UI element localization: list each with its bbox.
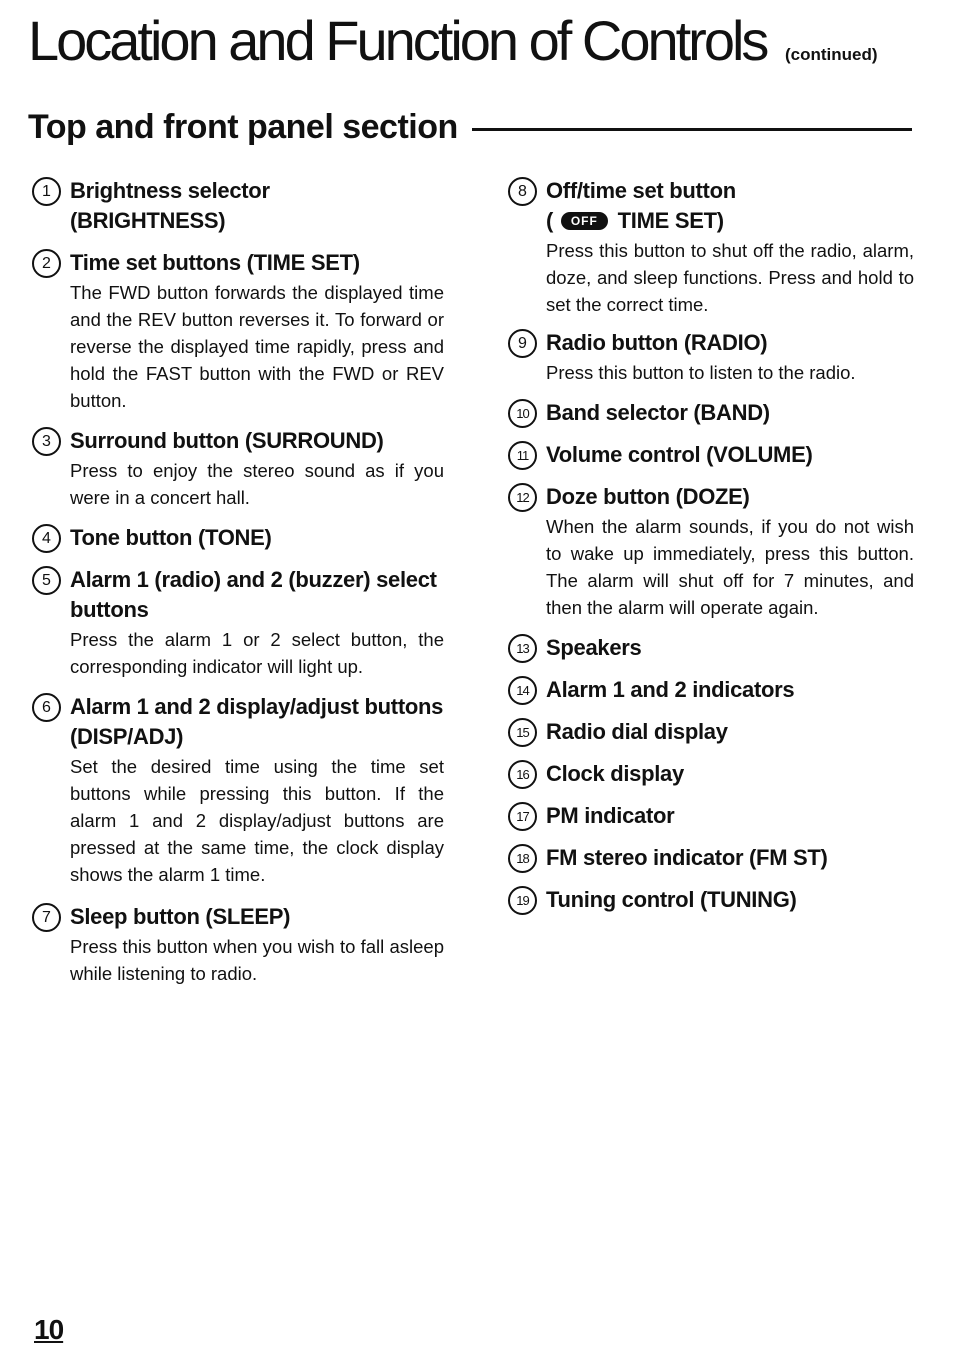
item-desc-9: Press this button to listen to the radio. <box>546 362 856 383</box>
item-title-4: Tone button (TONE) <box>70 525 272 550</box>
control-item-2 <box>32 248 444 414</box>
item-number-2: 2 <box>32 249 61 278</box>
item-title-5: Alarm 1 (radio) and 2 (buzzer) select buttons <box>70 567 437 622</box>
item-number-5: 5 <box>32 566 61 595</box>
item-number-17: 17 <box>508 802 537 831</box>
item-number-7: 7 <box>32 903 61 932</box>
control-item-10 <box>508 398 914 428</box>
item-number-13: 13 <box>508 634 537 663</box>
page-title <box>28 10 878 72</box>
section-header <box>28 108 912 147</box>
item-title-9: Radio button (RADIO) <box>546 330 768 355</box>
item-desc-3: Press to enjoy the stereo sound as if you were in a concert hall. <box>70 460 444 508</box>
item-number-3: 3 <box>32 427 61 456</box>
item-title-16: Clock display <box>546 761 684 786</box>
section-title: Top and front panel section <box>28 108 458 146</box>
page-number: 10 <box>34 1314 64 1345</box>
item-number-19: 19 <box>508 886 537 915</box>
item-title-11: Volume control (VOLUME) <box>546 442 813 467</box>
control-item-1 <box>32 176 444 236</box>
page-title-suffix: (continued) <box>784 45 878 64</box>
item-number-15: 15 <box>508 718 537 747</box>
item-desc-6: Set the desired time using the time set buttons while pressing this button. If the alarm 1 and 2 display/adjust buttons are pressed at the same time, the clock display shows the alarm 1 time. <box>70 756 444 885</box>
item-title-1: Brightness selector (BRIGHTNESS) <box>70 178 270 233</box>
control-item-17 <box>508 801 914 831</box>
item-title-18: FM stereo indicator (FM ST) <box>546 845 828 870</box>
item-desc-12: When the alarm sounds, if you do not wish to wake up immediately, press this button. The alarm will shut off for 7 minutes, and then the alarm will operate again. <box>546 516 914 618</box>
control-item-4 <box>32 523 444 553</box>
left-column <box>32 176 444 987</box>
item-title-17: PM indicator <box>546 803 675 828</box>
item-number-9: 9 <box>508 329 537 358</box>
item-number-18: 18 <box>508 844 537 873</box>
item-number-10: 10 <box>508 399 537 428</box>
control-item-12 <box>508 482 914 621</box>
page-title-text: Location and Function of Controls <box>28 9 767 72</box>
item-number-1: 1 <box>32 177 61 206</box>
control-item-19 <box>508 885 914 915</box>
item-number-14: 14 <box>508 676 537 705</box>
item-title-13: Speakers <box>546 635 642 660</box>
item-desc-2: The FWD button forwards the displayed time and the REV button reverses it. To forward or reverse the displayed time rapidly, press and hold the FAST button with the FWD or REV button. <box>70 282 444 411</box>
item-desc-7: Press this button when you wish to fall asleep while listening to radio. <box>70 936 444 984</box>
item-desc-8: Press this button to shut off the radio, alarm, doze, and sleep functions. Press and hold to set the correct time. <box>546 240 914 315</box>
control-item-7 <box>32 902 444 987</box>
item-title-15: Radio dial display <box>546 719 728 744</box>
control-item-18 <box>508 843 914 873</box>
off-badge: OFF <box>561 212 608 230</box>
item-number-11: 11 <box>508 441 537 470</box>
control-item-14 <box>508 675 914 705</box>
item-title-3: Surround button (SURROUND) <box>70 428 384 453</box>
item-title-8-line2 <box>546 206 914 236</box>
item-title-19: Tuning control (TUNING) <box>546 887 797 912</box>
item-title-8-rest: TIME SET) <box>617 208 724 233</box>
control-item-16 <box>508 759 914 789</box>
control-item-15 <box>508 717 914 747</box>
item-title-2: Time set buttons (TIME SET) <box>70 250 360 275</box>
item-title-8: Off/time set button <box>546 178 736 203</box>
item-title-6: Alarm 1 and 2 display/adjust buttons (DISP/ADJ) <box>70 694 444 749</box>
right-column <box>508 176 914 915</box>
item-number-4: 4 <box>32 524 61 553</box>
item-title-12: Doze button (DOZE) <box>546 484 750 509</box>
item-desc-5: Press the alarm 1 or 2 select button, the corresponding indicator will light up. <box>70 629 444 677</box>
item-number-12: 12 <box>508 483 537 512</box>
item-title-10: Band selector (BAND) <box>546 400 770 425</box>
item-title-8-open: ( <box>546 208 554 233</box>
item-number-6: 6 <box>32 693 61 722</box>
control-item-5 <box>32 565 444 680</box>
control-item-8 <box>508 176 914 318</box>
control-item-6 <box>32 692 444 888</box>
control-item-11 <box>508 440 914 470</box>
item-title-14: Alarm 1 and 2 indicators <box>546 677 795 702</box>
item-title-7: Sleep button (SLEEP) <box>70 904 291 929</box>
item-number-16: 16 <box>508 760 537 789</box>
control-item-3 <box>32 426 444 511</box>
control-item-9 <box>508 328 914 386</box>
item-number-8: 8 <box>508 177 537 206</box>
section-rule <box>472 128 912 131</box>
control-item-13 <box>508 633 914 663</box>
